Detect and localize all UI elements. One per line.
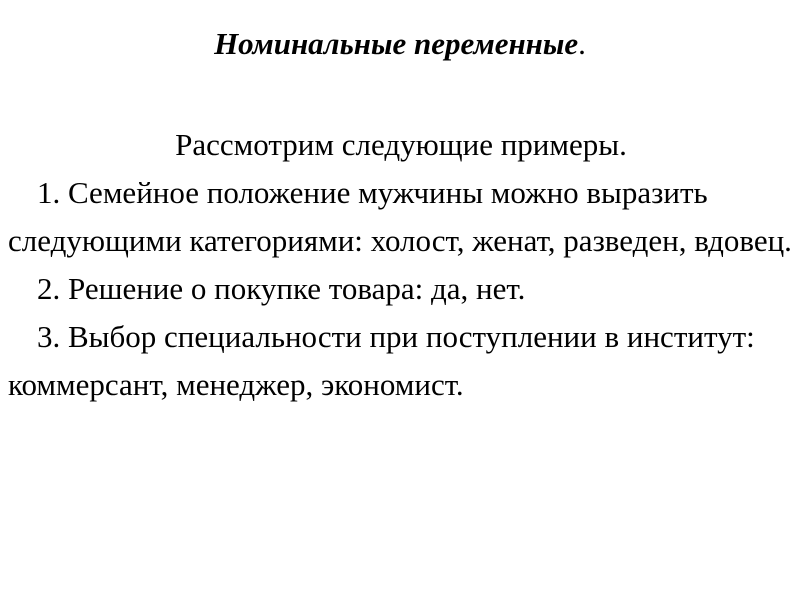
- intro-text: Рассмотрим следующие примеры.: [175, 127, 627, 162]
- slide-title-period: .: [578, 26, 586, 61]
- example-item-1: 1. Семейное положение мужчины можно выразить следующими категориями: холост, женат, разведен, вдовец.: [8, 175, 792, 258]
- slide-title-text: Номинальные переменные: [214, 26, 579, 61]
- slide-body: [8, 121, 794, 409]
- slide-title: [0, 24, 800, 64]
- example-item-2: 2. Решение о покупке товара: да, нет.: [37, 271, 526, 306]
- example-item-3: 3. Выбор специальности при поступлении в институт: коммерсант, менеджер, экономист.: [8, 319, 755, 402]
